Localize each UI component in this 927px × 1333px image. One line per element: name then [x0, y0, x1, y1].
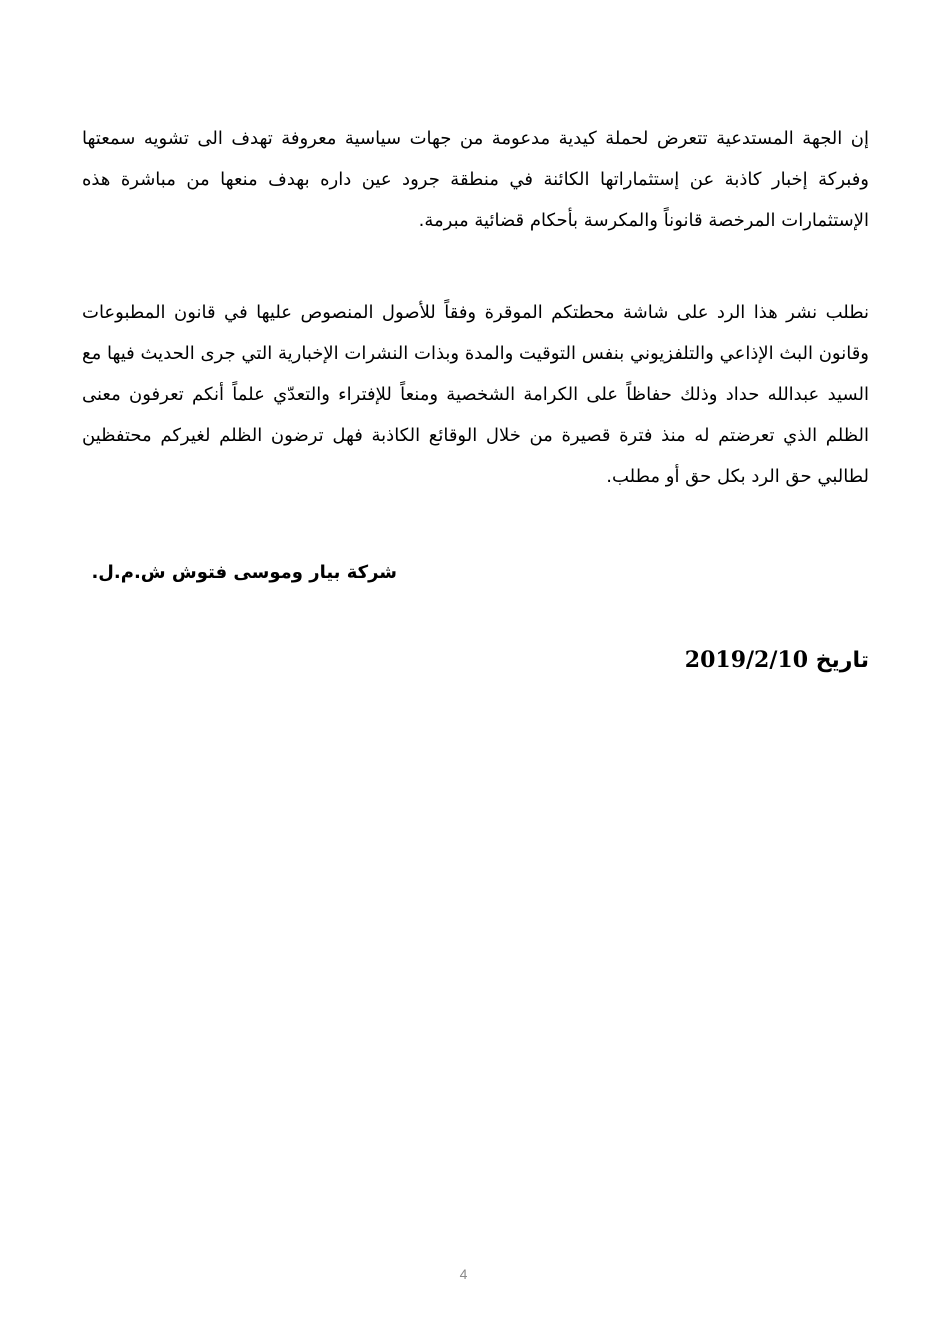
paragraph-claim: إن الجهة المستدعية تتعرض لحملة كيدية مدعومة من جهات سياسية معروفة تهدف الى تشويه سمعتها وفبركة إخبار كاذبة عن إستثماراتها الكائنة في منطقة جرود عين داره بهدف منعها من مباشرة هذه الإستثمارات المرخصة قانوناً والمكرسة بأحكام قضائية مبرمة.: [82, 128, 869, 231]
company-signature: شركة بيار وموسى فتوش ش.م.ل.: [91, 562, 397, 583]
paragraph-request: نطلب نشر هذا الرد على شاشة محطتكم الموقرة وفقاً للأصول المنصوص عليها في قانون المطبوعات وقانون البث الإذاعي والتلفزيوني بنفس التوقيت والمدة وبذات النشرات الإخبارية التي جرى الحديث فيها مع السيد عبدالله حداد وذلك حفاظاً على الكرامة الشخصية ومنعاً للإفتراء والتعدّي علماً أنكم تعرفون معنى الظلم الذي تعرضتم له منذ فترة قصيرة من خلال الوقائع الكاذبة فهل ترضون الظلم لغيركم محتفظين لطالبي حق الرد بكل حق أو مطلب.: [82, 302, 869, 487]
date-value: 2019/2/10: [684, 647, 809, 673]
date-label: تاريخ: [815, 648, 869, 673]
date-line: [685, 640, 869, 681]
page-number: 4: [459, 1266, 468, 1282]
